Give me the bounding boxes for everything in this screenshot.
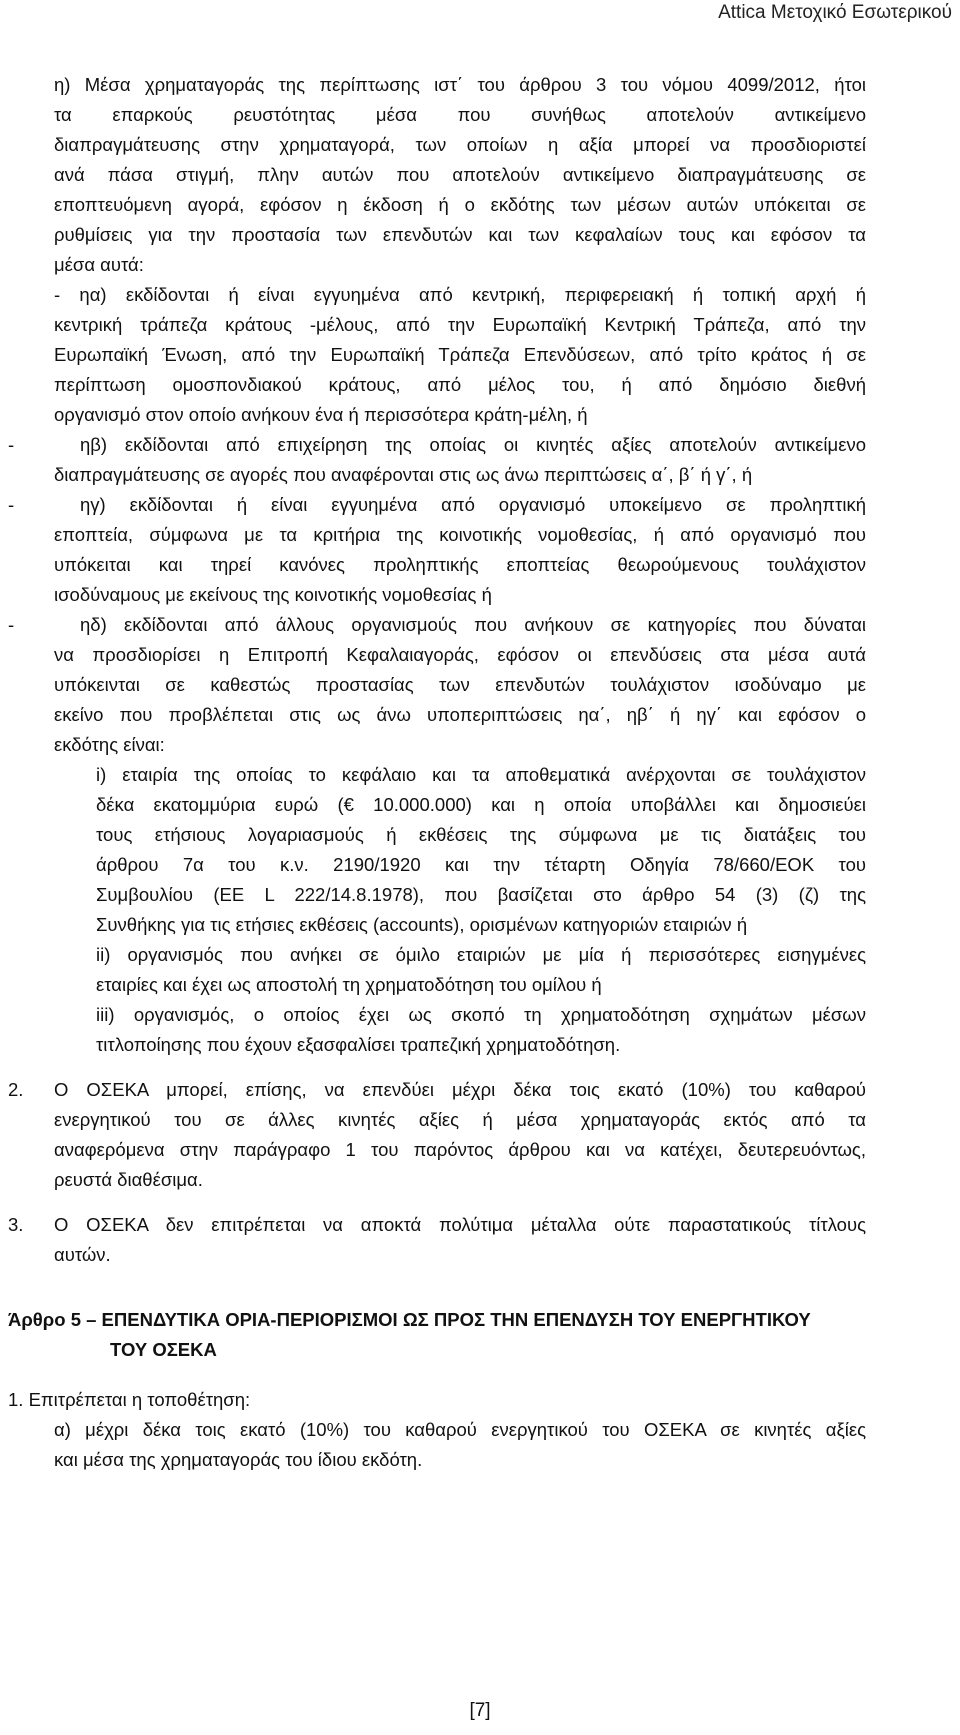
text-line: διαπραγμάτευσης στην χρηματαγορά, των οποίων η αξία μπορεί να προσδιοριστεί <box>54 134 866 155</box>
text-line: να προσδιορίσει η Επιτροπή Κεφαλαιαγοράς, εφόσον οι επενδύσεις στα μέσα αυτά <box>54 644 866 665</box>
text-line: ισοδύναμους με εκείνους της κοινοτικής νομοθεσίας ή <box>54 584 492 605</box>
text-line: υπόκειται και τηρεί κανόνες προληπτικής εποπτείας θεωρούμενους τουλάχιστον <box>54 554 866 575</box>
page-number: [7] <box>469 1700 491 1721</box>
text-line: η) Μέσα χρηματαγοράς της περίπτωσης ιστ΄ του άρθρου 3 του νόμου 4099/2012, ήτοι <box>54 74 866 95</box>
text-line: ενεργητικού του σε άλλες κινητές αξίες ή μέσα χρηματαγοράς εκτός από τα <box>54 1109 866 1130</box>
text-line: ρυθμίσεις για την προστασία των επενδυτών και των κεφαλαίων τους και εφόσον τα <box>54 224 866 245</box>
text-line: οργανισμό στον οποίο ανήκουν ένα ή περισσότερα κράτη-μέλη, ή <box>54 404 588 425</box>
text-line: ηδ) εκδίδονται από άλλους οργανισμούς που ανήκουν σε κατηγορίες που δύναται <box>80 614 866 635</box>
text-line: ηγ) εκδίδονται ή είναι εγγυημένα από οργανισμό υποκείμενο σε προληπτική <box>80 494 866 515</box>
text-line: κεντρική τράπεζα κράτους -μέλους, από την Ευρωπαϊκή Κεντρική Τράπεζα, από την <box>54 314 866 335</box>
text-line: αυτών. <box>54 1244 111 1265</box>
paragraph-number: 2. <box>8 1079 24 1100</box>
text-line: εκδότης είναι: <box>54 734 165 755</box>
text-line: εταιρίες και έχει ως αποστολή τη χρηματοδότηση του ομίλου ή <box>96 974 602 995</box>
article-heading: Άρθρο 5 – ΕΠΕΝΔΥΤΙΚΑ ΟΡΙΑ-ΠΕΡΙΟΡΙΣΜΟΙ ΩΣ ΠΡΟΣ ΤΗΝ ΕΠΕΝΔΥΣΗ ΤΟΥ ΕΝΕΡΓΗΤΙΚΟΥ <box>8 1309 811 1330</box>
text-line: περίπτωση ομοσπονδιακού κράτους, από μέλος του, ή από δημόσιο διεθνή <box>54 374 866 395</box>
text-line: διαπραγμάτευσης σε αγορές που αναφέρονται στις ως άνω περιπτώσεις α΄, β΄ ή γ΄, ή <box>54 464 753 485</box>
text-line: τα επαρκούς ρευστότητας μέσα που συνήθως αποτελούν αντικείμενο <box>54 104 866 125</box>
paragraph-number: 3. <box>8 1214 24 1235</box>
list-dash: - <box>8 494 15 515</box>
document-header: Attica Μετοχικό Εσωτερικού <box>718 2 952 23</box>
text-line: δέκα εκατομμύρια ευρώ (€ 10.000.000) και η οποία υποβάλλει και δημοσιεύει <box>96 794 866 815</box>
text-line: ηβ) εκδίδονται από επιχείρηση της οποίας οι κινητές αξίες αποτελούν αντικείμενο <box>80 434 866 455</box>
text-line: i) εταιρία της οποίας το κεφάλαιο και τα αποθεματικά ανέρχονται σε τουλάχιστον <box>96 764 866 785</box>
text-line: άρθρου 7α του κ.ν. 2190/1920 και την τέταρτη Οδηγία 78/660/ΕΟΚ του <box>96 854 866 875</box>
list-dash: - <box>8 614 15 635</box>
text-line: υπόκεινται σε καθεστώς προστασίας των επενδυτών τουλάχιστον ισοδύναμο με <box>54 674 866 695</box>
text-line: Συνθήκης για τις ετήσιες εκθέσεις (accounts), ορισμένων κατηγοριών εταιριών ή <box>96 914 748 935</box>
text-line: ii) οργανισμός που ανήκει σε όμιλο εταιριών με μία ή περισσότερες εισηγμένες <box>96 944 866 965</box>
text-line: εποπτεία, σύμφωνα με τα κριτήρια της κοινοτικής νομοθεσίας, ή από οργανισμό που <box>54 524 866 545</box>
text-line: αναφερόμενα στην παράγραφο 1 του παρόντος άρθρου και να κατέχει, δευτερευόντως, <box>54 1139 866 1160</box>
text-line: α) μέχρι δέκα τοις εκατό (10%) του καθαρού ενεργητικού του ΟΣΕΚΑ σε κινητές αξίες <box>54 1419 866 1440</box>
text-line: iii) οργανισμός, ο οποίος έχει ως σκοπό τη χρηματοδότηση σχημάτων μέσων <box>96 1004 866 1025</box>
text-line: ρευστά διαθέσιμα. <box>54 1169 203 1190</box>
text-line: Ο ΟΣΕΚΑ δεν επιτρέπεται να αποκτά πολύτιμα μέταλλα ούτε παραστατικούς τίτλους <box>54 1214 866 1235</box>
text-line: ανά πάσα στιγμή, πλην αυτών που αποτελούν αντικείμενο διαπραγμάτευσης σε <box>54 164 866 185</box>
list-dash: - <box>8 434 15 455</box>
text-line: εκείνο που προβλέπεται στις ως άνω υποπεριπτώσεις ηα΄, ηβ΄ ή ηγ΄ και εφόσον ο <box>54 704 866 725</box>
text-line: Συμβουλίου (ΕΕ L 222/14.8.1978), που βασίζεται στο άρθρο 54 (3) (ζ) της <box>96 884 866 905</box>
text-line: μέσα αυτά: <box>54 254 144 275</box>
text-line: και μέσα της χρηματαγοράς του ίδιου εκδότη. <box>54 1449 423 1470</box>
article-heading: ΤΟΥ ΟΣΕΚΑ <box>110 1339 217 1360</box>
text-line: 1. Επιτρέπεται η τοποθέτηση: <box>8 1389 251 1410</box>
text-line: εποπτευόμενη αγορά, εφόσον η έκδοση ή ο εκδότης των μέσων αυτών υπόκειται σε <box>54 194 866 215</box>
text-line: Ευρωπαϊκή Ένωση, από την Ευρωπαϊκή Τράπεζα Επενδύσεων, από τρίτο κράτος ή σε <box>54 344 866 365</box>
text-line: - ηα) εκδίδονται ή είναι εγγυημένα από κεντρική, περιφερειακή ή τοπική αρχή ή <box>54 284 866 305</box>
text-line: Ο ΟΣΕΚΑ μπορεί, επίσης, να επενδύει μέχρι δέκα τοις εκατό (10%) του καθαρού <box>54 1079 866 1100</box>
text-line: τιτλοποίησης που έχουν εξασφαλίσει τραπεζική χρηματοδότηση. <box>96 1034 621 1055</box>
text-line: τους ετήσιους λογαριασμούς ή εκθέσεις της σύμφωνα με τις διατάξεις του <box>96 824 866 845</box>
